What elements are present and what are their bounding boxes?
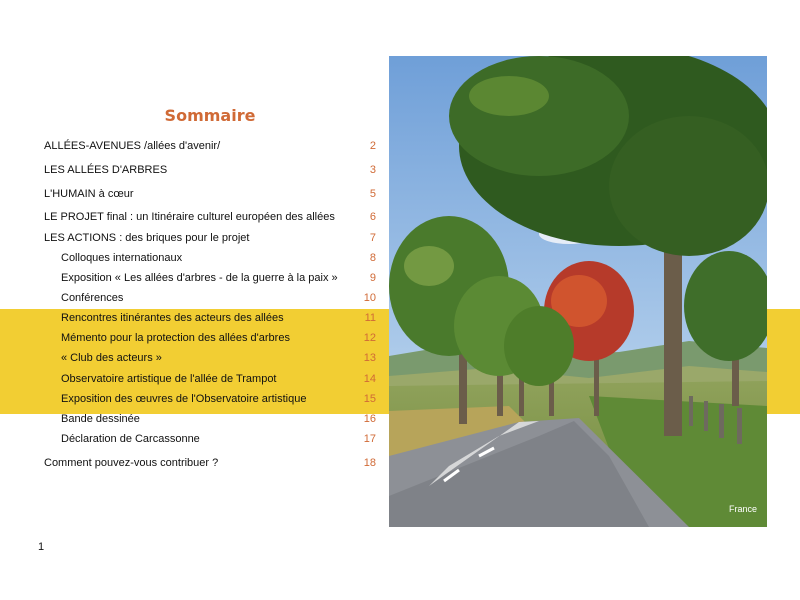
- toc-subentry[interactable]: [61, 431, 376, 447]
- toc-entry-page: 14: [363, 373, 376, 385]
- toc-entry-label: Exposition « Les allées d'arbres - de la guerre à la paix »: [61, 272, 338, 284]
- toc-entry-label: Conférences: [61, 292, 124, 304]
- toc-entry-page: 5: [369, 188, 376, 200]
- tree-alley-illustration: [389, 56, 767, 527]
- toc-entry-page: 15: [363, 393, 376, 405]
- toc-entry-label: Mémento pour la protection des allées d'arbres: [61, 332, 290, 344]
- toc-entry-label: Comment pouvez-vous contribuer ?: [44, 457, 219, 469]
- toc-entry-page: 17: [363, 433, 376, 445]
- toc-entry-page: 18: [363, 457, 376, 469]
- toc-entry-label: L'HUMAIN à cœur: [44, 188, 134, 200]
- toc-entry-page: 13: [363, 352, 376, 364]
- photo-caption: France: [728, 504, 757, 514]
- toc-entry[interactable]: [44, 230, 376, 246]
- toc-entry-page: 10: [363, 292, 376, 304]
- toc-subentry[interactable]: [61, 310, 376, 326]
- toc-entry-label: LE PROJET final : un Itinéraire culturel européen des allées: [44, 211, 335, 223]
- toc-entry-page: 2: [369, 140, 376, 152]
- toc-entry-label: ALLÉES-AVENUES /allées d'avenir/: [44, 140, 221, 152]
- toc-entry[interactable]: [44, 186, 376, 202]
- toc-entry-page: 11: [364, 312, 376, 324]
- toc-entry-page: 6: [369, 211, 376, 223]
- toc-entry-page: 9: [369, 272, 376, 284]
- toc-subentry[interactable]: [61, 391, 376, 407]
- toc-subentry[interactable]: [61, 250, 376, 266]
- toc-entry-label: Colloques internationaux: [61, 252, 183, 264]
- toc-subentry[interactable]: [61, 371, 376, 387]
- toc-subentry[interactable]: [61, 290, 376, 306]
- toc-entry-label: Rencontres itinérantes des acteurs des allées: [61, 312, 284, 324]
- tree-alley-photo: [389, 56, 767, 527]
- toc-entry[interactable]: [44, 455, 376, 471]
- toc-entry[interactable]: [44, 162, 376, 178]
- toc-subentry[interactable]: [61, 411, 376, 427]
- toc-entry-label: Exposition des œuvres de l'Observatoire artistique: [61, 393, 307, 405]
- toc-subentry[interactable]: [61, 270, 376, 286]
- toc-entry-page: 8: [369, 252, 376, 264]
- toc-entry-page: 12: [363, 332, 376, 344]
- toc-entry-page: 3: [369, 164, 376, 176]
- toc-entry-page: 16: [363, 413, 376, 425]
- toc-entry-label: LES ALLÉES D'ARBRES: [44, 164, 168, 176]
- toc-entry-label: LES ACTIONS : des briques pour le projet: [44, 232, 250, 244]
- page-number: 1: [38, 541, 45, 553]
- toc-entry-label: Observatoire artistique de l'allée de Trampot: [61, 373, 277, 385]
- toc-entry-label: « Club des acteurs »: [61, 352, 162, 364]
- toc-subentry[interactable]: [61, 330, 376, 346]
- toc-title: Sommaire: [164, 106, 256, 125]
- toc-entry[interactable]: [44, 138, 376, 154]
- toc-entry-label: Bande dessinée: [61, 413, 140, 425]
- toc-entry[interactable]: [44, 209, 376, 225]
- toc-entry-label: Déclaration de Carcassonne: [61, 433, 200, 445]
- toc-entry-page: 7: [369, 232, 376, 244]
- toc-subentry[interactable]: [61, 350, 376, 366]
